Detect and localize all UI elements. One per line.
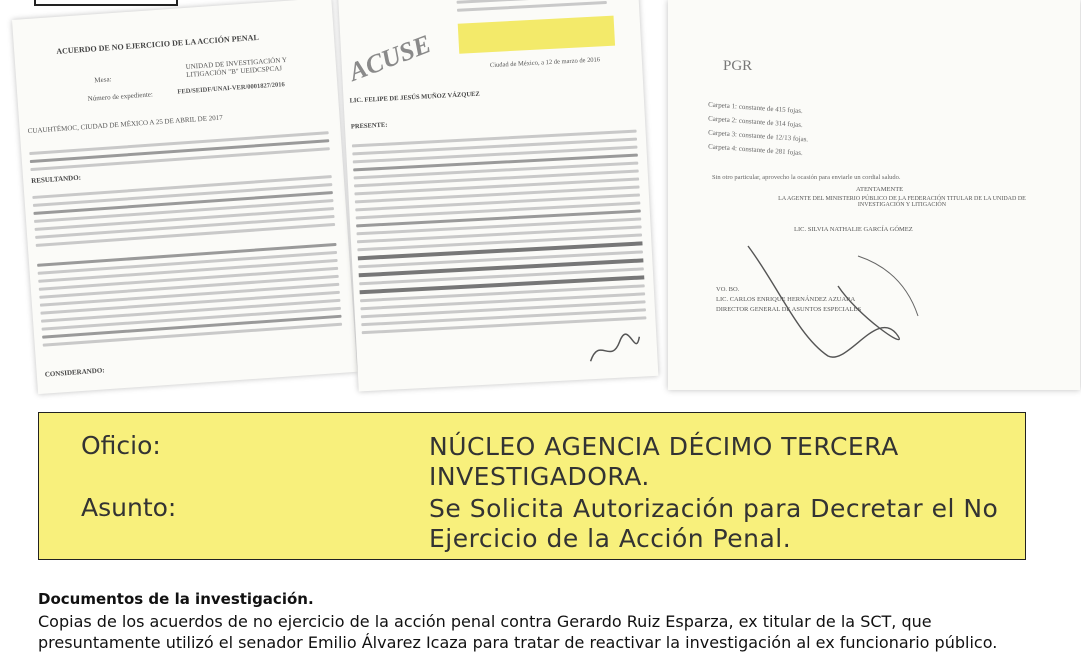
- doc-right-item: Carpeta 4: constante de 281 fojas.: [707, 142, 804, 158]
- doc-right-logo: PGR: [723, 58, 753, 74]
- doc-left-heading: ACUERDO DE NO EJERCICIO DE LA ACCIÓN PENAL: [55, 32, 260, 56]
- top-frame: [34, 0, 178, 6]
- doc-right-closing: Sin otro particular, aprovecho la ocasión para enviarle un cordial saludo.: [712, 174, 901, 181]
- doc-right-items: [707, 100, 809, 158]
- highlight-asunto-label: Asunto:: [81, 493, 177, 522]
- doc-left-resultando: RESULTANDO:: [31, 173, 82, 186]
- doc-middle-addressee: LIC. FELIPE DE JESÚS MUÑOZ VÁZQUEZ: [349, 90, 480, 105]
- doc-left-body-3: [37, 238, 343, 352]
- doc-middle-stamp: ACUSE: [344, 29, 435, 87]
- document-middle: [338, 0, 658, 391]
- doc-middle-header-lines: [456, 0, 607, 17]
- highlight-oficio-label: Oficio:: [81, 431, 161, 460]
- document-left: [12, 0, 357, 394]
- doc-left-mesa-label: Mesa:: [94, 75, 112, 85]
- doc-left-expediente-label: Número de expediente:: [87, 90, 154, 103]
- doc-right-item: Carpeta 1: constante de 415 fojas.: [707, 100, 804, 116]
- document-right: [668, 0, 1080, 390]
- highlight-oficio-value-1: NÚCLEO AGENCIA DÉCIMO TERCERA: [429, 432, 899, 461]
- doc-left-date: CUAUHTÉMOC, CIUDAD DE MÉXICO A 25 DE ABRIL DE 2017: [27, 113, 223, 136]
- highlight-box: [38, 412, 1026, 560]
- highlight-asunto-value-2: Ejercicio de la Acción Penal.: [429, 524, 792, 553]
- doc-middle-yellow-tag: [458, 16, 615, 54]
- doc-right-vobo-title: DIRECTOR GENERAL DE ASUNTOS ESPECIALES: [716, 306, 862, 313]
- caption-text: Copias de los acuerdos de no ejercicio de la acción penal contra Gerardo Ruiz Esparza, ex titular de la SCT, que presuntamente utilizó el senador Emilio Álvarez Icaza para tratar de reactivar la investigación al ex funcionario público.: [38, 612, 998, 652]
- highlight-oficio-value-2: INVESTIGADORA.: [429, 462, 650, 491]
- doc-left-body-2: [32, 170, 336, 252]
- doc-left-considerando: CONSIDERANDO:: [44, 366, 105, 379]
- doc-right-item: Carpeta 2: constante de 314 fojas.: [707, 114, 804, 130]
- doc-right-vobo: VO. BO.: [716, 286, 740, 293]
- doc-right-atentamente: ATENTAMENTE: [856, 186, 904, 193]
- caption-title: Documentos de la investigación.: [38, 590, 314, 608]
- doc-middle-signature-icon: [584, 328, 646, 371]
- highlight-asunto-value-1: Se Solicita Autorización para Decretar el No: [429, 494, 999, 523]
- doc-left-body-1: [29, 126, 330, 176]
- doc-right-vobo-name: LIC. CARLOS ENRIQUE HERNÁNDEZ AZUARA: [716, 296, 856, 303]
- doc-middle-body: [352, 125, 647, 340]
- doc-right-signer-title: LA AGENTE DEL MINISTERIO PÚBLICO DE LA FEDERACIÓN TITULAR DE LA UNIDAD DE INVESTIGACIÓN Y LITIGACIÓN: [778, 196, 1026, 208]
- doc-left-mesa-value: UNIDAD DE INVESTIGACIÓN Y LITIGACIÓN "B" UEIDCSPCAJ: [185, 55, 287, 79]
- doc-right-item: Carpeta 3: constante de 12/13 fojas.: [707, 128, 809, 144]
- doc-middle-date: Ciudad de México, a 12 de marzo de 2016: [489, 56, 601, 70]
- doc-middle-presente: PRESENTE:: [350, 121, 388, 131]
- doc-right-signer-name: LIC. SILVIA NATHALIE GARCÍA GÓMEZ: [794, 226, 913, 233]
- doc-left-expediente-value: FED/SEIDF/UNAI-VER/0001827/2016: [177, 81, 286, 96]
